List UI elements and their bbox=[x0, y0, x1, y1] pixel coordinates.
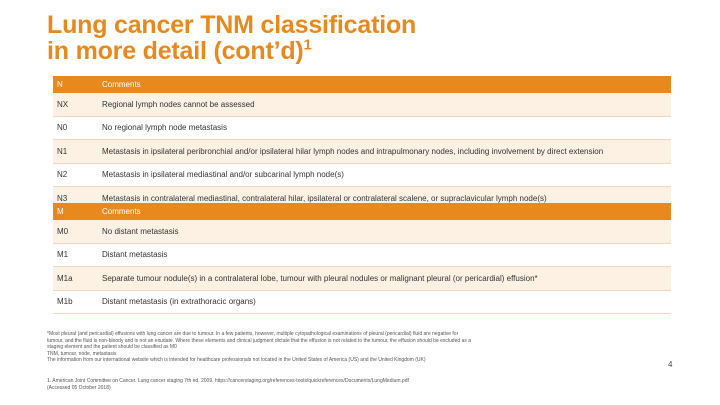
table-row bbox=[53, 140, 671, 164]
row-comment: Distant metastasis (in extrathoracic organs) bbox=[98, 290, 671, 314]
title-line-1: Lung cancer TNM classification bbox=[47, 11, 417, 39]
row-comment: Metastasis in ipsilateral mediastinal and/or subcarinal lymph node(s) bbox=[98, 163, 671, 187]
disclaimer-line: The information from our international website which is intended for healthcare professionals not located in the United States of America (US) and the United Kingdom (UK) bbox=[47, 357, 426, 363]
row-comment: No distant metastasis bbox=[98, 220, 671, 243]
row-code: M1 bbox=[53, 243, 98, 267]
table-header-row bbox=[53, 76, 671, 93]
table-row bbox=[53, 93, 671, 116]
row-comment: Separate tumour nodule(s) in a contralateral lobe, tumour with pleural nodules or malignant pleural (or pericardial) effusion* bbox=[98, 267, 671, 291]
row-comment: Metastasis in ipsilateral peribronchial and/or ipsilateral hilar lymph nodes and intrapulmonary nodes, including involvement by direct extension bbox=[98, 140, 671, 164]
table-row bbox=[53, 267, 671, 291]
table-row bbox=[53, 290, 671, 314]
row-comment: Distant metastasis bbox=[98, 243, 671, 267]
header-cell-comments: Comments bbox=[98, 203, 671, 220]
row-code: M1b bbox=[53, 290, 98, 314]
n-classification-table bbox=[53, 76, 671, 211]
row-code: N0 bbox=[53, 116, 98, 140]
row-code: M0 bbox=[53, 220, 98, 243]
page-number: 4 bbox=[668, 360, 673, 369]
row-code: N1 bbox=[53, 140, 98, 164]
row-comment: No regional lymph node metastasis bbox=[98, 116, 671, 140]
table-row bbox=[53, 116, 671, 140]
row-code: N3 bbox=[53, 187, 98, 211]
table-header-row bbox=[53, 203, 671, 220]
table-row bbox=[53, 163, 671, 187]
footnote bbox=[47, 331, 652, 364]
abbreviation-line: TNM, tumour, node, metastasis bbox=[47, 350, 117, 357]
row-comment: Metastasis in contralateral mediastinal, contralateral hilar, ipsilateral or contralateral scalene, or supraclavicular lymph node(s) bbox=[98, 187, 671, 211]
table-row bbox=[53, 243, 671, 267]
reference bbox=[47, 378, 652, 391]
header-cell-code: N bbox=[53, 76, 98, 93]
page-title bbox=[47, 12, 607, 64]
title-line-2 bbox=[47, 38, 607, 64]
header-cell-code: M bbox=[53, 203, 98, 220]
table-row bbox=[53, 220, 671, 243]
footnote-line: tumour, and the fluid is non-bloody and is not an exudate. Where these elements and clinical judgment dictate that the effusion is not related to the tumour, the effusion should be excluded as a bbox=[47, 337, 471, 344]
reference-line: 1. American Joint Committee on Cancer. Lung cancer staging 7th ed. 2009. https://cancerstaging.org/references-tools/quickreferences/Documents/LungMedium.pdf bbox=[47, 378, 409, 384]
row-comment: Regional lymph nodes cannot be assessed bbox=[98, 93, 671, 116]
row-code: N2 bbox=[53, 163, 98, 187]
row-code: M1a bbox=[53, 267, 98, 291]
reference-accessed-line: (Accessed 05 October 2018) bbox=[47, 384, 111, 391]
title-reference-marker: 1 bbox=[303, 36, 312, 54]
row-code: NX bbox=[53, 93, 98, 116]
title-line-2-text: in more detail (cont’d) bbox=[47, 37, 304, 65]
header-cell-comments: Comments bbox=[98, 76, 671, 93]
footnote-line: staging element and the patient should be classified as M0 bbox=[47, 344, 177, 350]
footnote-line: *Most pleural (and pericardial) effusions with lung cancer are due to tumour. In a few patients, however, multiple cytopathological examinations of pleural (pericardial) fluid are negative for bbox=[47, 331, 459, 337]
m-classification-table bbox=[53, 203, 671, 314]
